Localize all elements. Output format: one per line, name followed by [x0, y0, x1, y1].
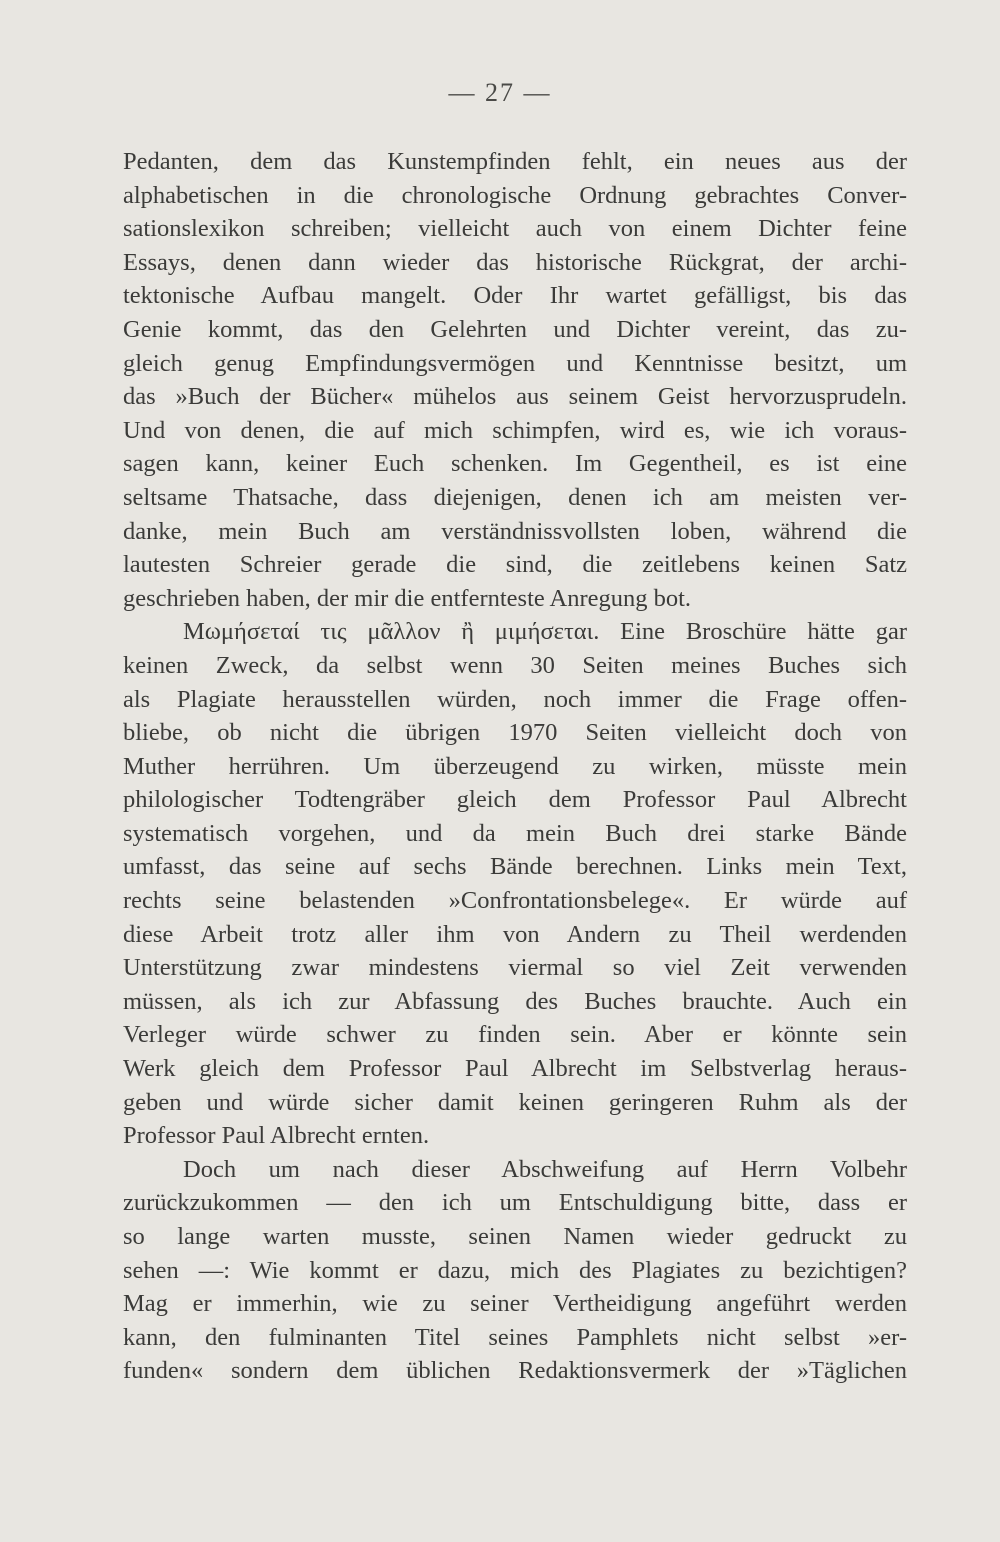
text-line: sagen kann, keiner Euch schenken. Im Gegentheil, es ist eine: [123, 450, 907, 478]
text-line: Verleger würde schwer zu finden sein. Aber er könnte sein: [123, 1021, 907, 1049]
text-line: umfasst, das seine auf sechs Bände berechnen. Links mein Text,: [123, 853, 907, 881]
text-line: alphabetischen in die chronologische Ordnung gebrachtes Conver-: [123, 181, 907, 209]
page-number: — 27 —: [448, 78, 552, 107]
text-line: keinen Zweck, da selbst wenn 30 Seiten meines Buches sich: [123, 651, 907, 679]
text-line: lautesten Schreier gerade die sind, die zeitlebens keinen Satz: [123, 551, 907, 579]
text-line: funden« sondern dem üblichen Redaktionsvermerk der »Täglichen: [123, 1357, 907, 1385]
text-line: Werk gleich dem Professor Paul Albrecht im Selbstverlag heraus-: [123, 1055, 907, 1083]
text-line: so lange warten musste, seinen Namen wieder gedruckt zu: [123, 1223, 907, 1250]
text-line: Μωμήσεταί τις μᾶλλον ἢ μιμήσεται. Eine Broschüre hätte gar: [183, 618, 907, 646]
body-text: [123, 145, 907, 1388]
text-line: Essays, denen dann wieder das historische Rückgrat, der archi-: [123, 248, 907, 276]
text-line: Mag er immerhin, wie zu seiner Vertheidigung angeführt werden: [123, 1290, 907, 1318]
text-line: tektonische Aufbau mangelt. Oder Ihr wartet gefälligst, bis das: [123, 282, 907, 310]
text-line: sationslexikon schreiben; vielleicht auch von einem Dichter feine: [123, 215, 907, 243]
text-line: Genie kommt, das den Gelehrten und Dichter vereint, das zu-: [123, 315, 907, 343]
text-line: rechts seine belastenden »Confrontationsbelege«. Er würde auf: [123, 887, 907, 915]
text-line: kann, den fulminanten Titel seines Pamphlets nicht selbst »er-: [123, 1323, 907, 1351]
text-line: zurückzukommen — den ich um Entschuldigung bitte, dass er: [123, 1189, 907, 1217]
text-line: geben und würde sicher damit keinen geringeren Ruhm als der: [123, 1088, 907, 1116]
text-line: müssen, als ich zur Abfassung des Buches brauchte. Auch ein: [123, 987, 907, 1015]
text-line: Und von denen, die auf mich schimpfen, wird es, wie ich voraus-: [123, 416, 907, 444]
text-line: das »Buch der Bücher« mühelos aus seinem Geist hervorzusprudeln.: [123, 383, 907, 411]
text-line: Doch um nach dieser Abschweifung auf Herrn Volbehr: [183, 1155, 907, 1183]
text-line: als Plagiate herausstellen würden, noch immer die Frage offen-: [123, 685, 907, 713]
text-line: danke, mein Buch am verständnissvollsten loben, während die: [123, 517, 907, 545]
text-line: diese Arbeit trotz aller ihm von Andern zu Theil werdenden: [123, 920, 907, 948]
text-line: geschrieben haben, der mir die entfernteste Anregung bot.: [123, 584, 692, 612]
text-line: Professor Paul Albrecht ernten.: [123, 1122, 430, 1150]
text-line: philologischer Todtengräber gleich dem Professor Paul Albrecht: [123, 786, 907, 814]
text-line: Unterstützung zwar mindestens viermal so viel Zeit verwenden: [123, 954, 907, 982]
text-line: gleich genug Empfindungsvermögen und Kenntnisse besitzt, um: [123, 349, 907, 377]
text-line: seltsame Thatsache, dass diejenigen, denen ich am meisten ver-: [123, 483, 907, 511]
text-line: systematisch vorgehen, und da mein Buch drei starke Bände: [123, 819, 907, 847]
text-line: bliebe, ob nicht die übrigen 1970 Seiten vielleicht doch von: [123, 719, 907, 747]
text-line: Pedanten, dem das Kunstempfinden fehlt, ein neues aus der: [123, 148, 907, 175]
text-line: sehen —: Wie kommt er dazu, mich des Plagiates zu bezichtigen?: [123, 1256, 907, 1284]
text-line: Muther herrühren. Um überzeugend zu wirken, müsste mein: [123, 752, 907, 780]
